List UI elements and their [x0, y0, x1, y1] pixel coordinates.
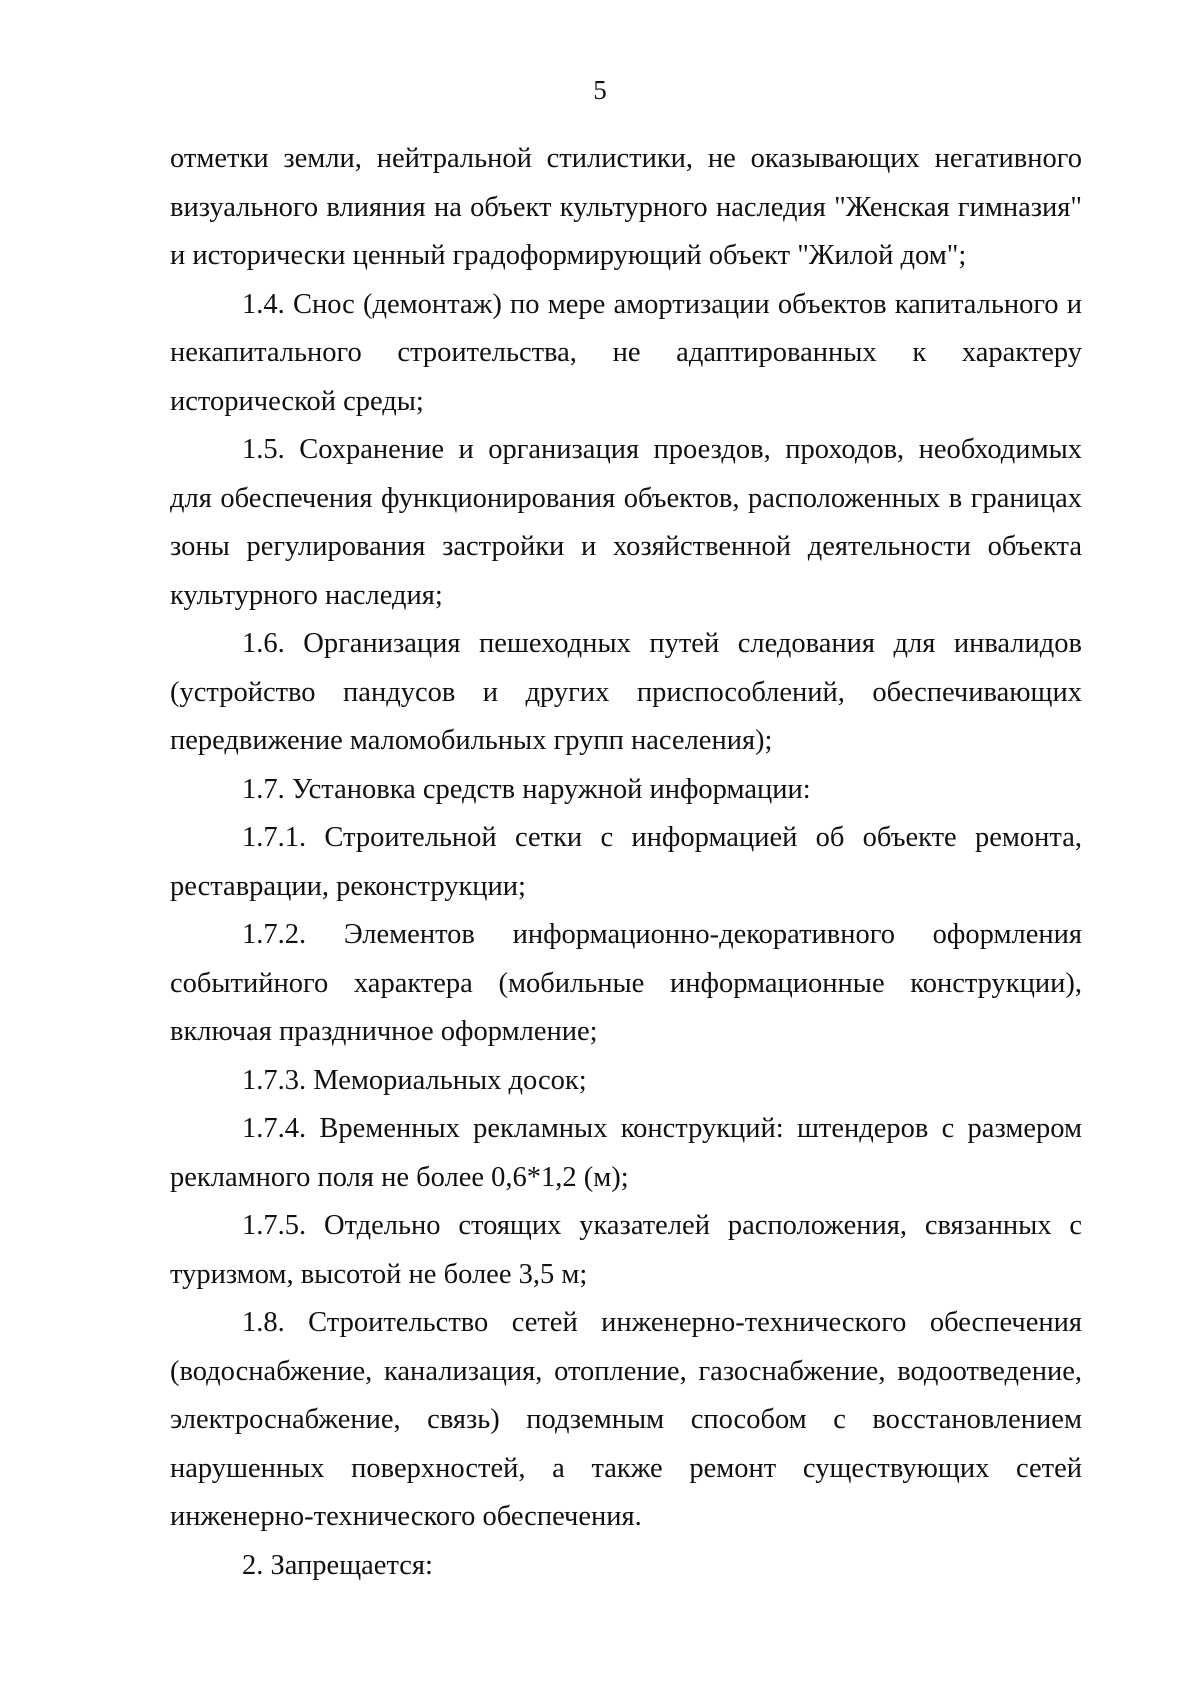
paragraph-1-5: 1.5. Сохранение и организация проездов, проходов, необходимых для обеспечения функционирования объектов, расположенных в границах зоны регулирования застройки и хозяйственной деятельности объекта культурного наследия;	[170, 434, 1082, 611]
paragraph-1-7-4: 1.7.4. Временных рекламных конструкций: штендеров с размером рекламного поля не более 0,6*1,2 (м);	[170, 1113, 1082, 1193]
page-number: 5	[593, 75, 607, 105]
paragraph-1-6: 1.6. Организация пешеходных путей следования для инвалидов (устройство пандусов и других приспособлений, обеспечивающих передвижение маломобильных групп населения);	[170, 628, 1082, 756]
paragraph-2: 2. Запрещается:	[242, 1549, 433, 1581]
paragraph-1-4: 1.4. Снос (демонтаж) по мере амортизации объектов капитального и некапитального строительства, не адаптированных к характеру исторической среды;	[170, 288, 1082, 417]
paragraph-1-7-3: 1.7.3. Мемориальных досок;	[242, 1064, 587, 1096]
paragraph-1-7-1: 1.7.1. Строительной сетки с информацией об объекте ремонта, реставрации, реконструкции;	[170, 822, 1082, 902]
paragraph-1-7: 1.7. Установка средств наружной информации:	[242, 773, 811, 805]
paragraph-1-7-2: 1.7.2. Элементов информационно-декоративного оформления событийного характера (мобильные информационные конструкции), включая праздничное оформление;	[170, 919, 1082, 1047]
paragraph-1-8: 1.8. Строительство сетей инженерно-технического обеспечения (водоснабжение, канализация, отопление, газоснабжение, водоотведение, электроснабжение, связь) подземным способом с восстановлением нарушенных поверхностей, а также ремонт существующих сетей инженерно-технического обеспечения.	[170, 1307, 1082, 1532]
paragraph-continuation: отметки земли, нейтральной стилистики, не оказывающих негативного визуального влияния на объект культурного наследия "Женская гимназия" и исторически ценный градоформирующий объект "Жилой дом";	[170, 143, 1082, 271]
paragraph-1-7-5: 1.7.5. Отдельно стоящих указателей расположения, связанных с туризмом, высотой не более 3,5 м;	[170, 1210, 1082, 1290]
document-body	[170, 135, 1082, 1590]
